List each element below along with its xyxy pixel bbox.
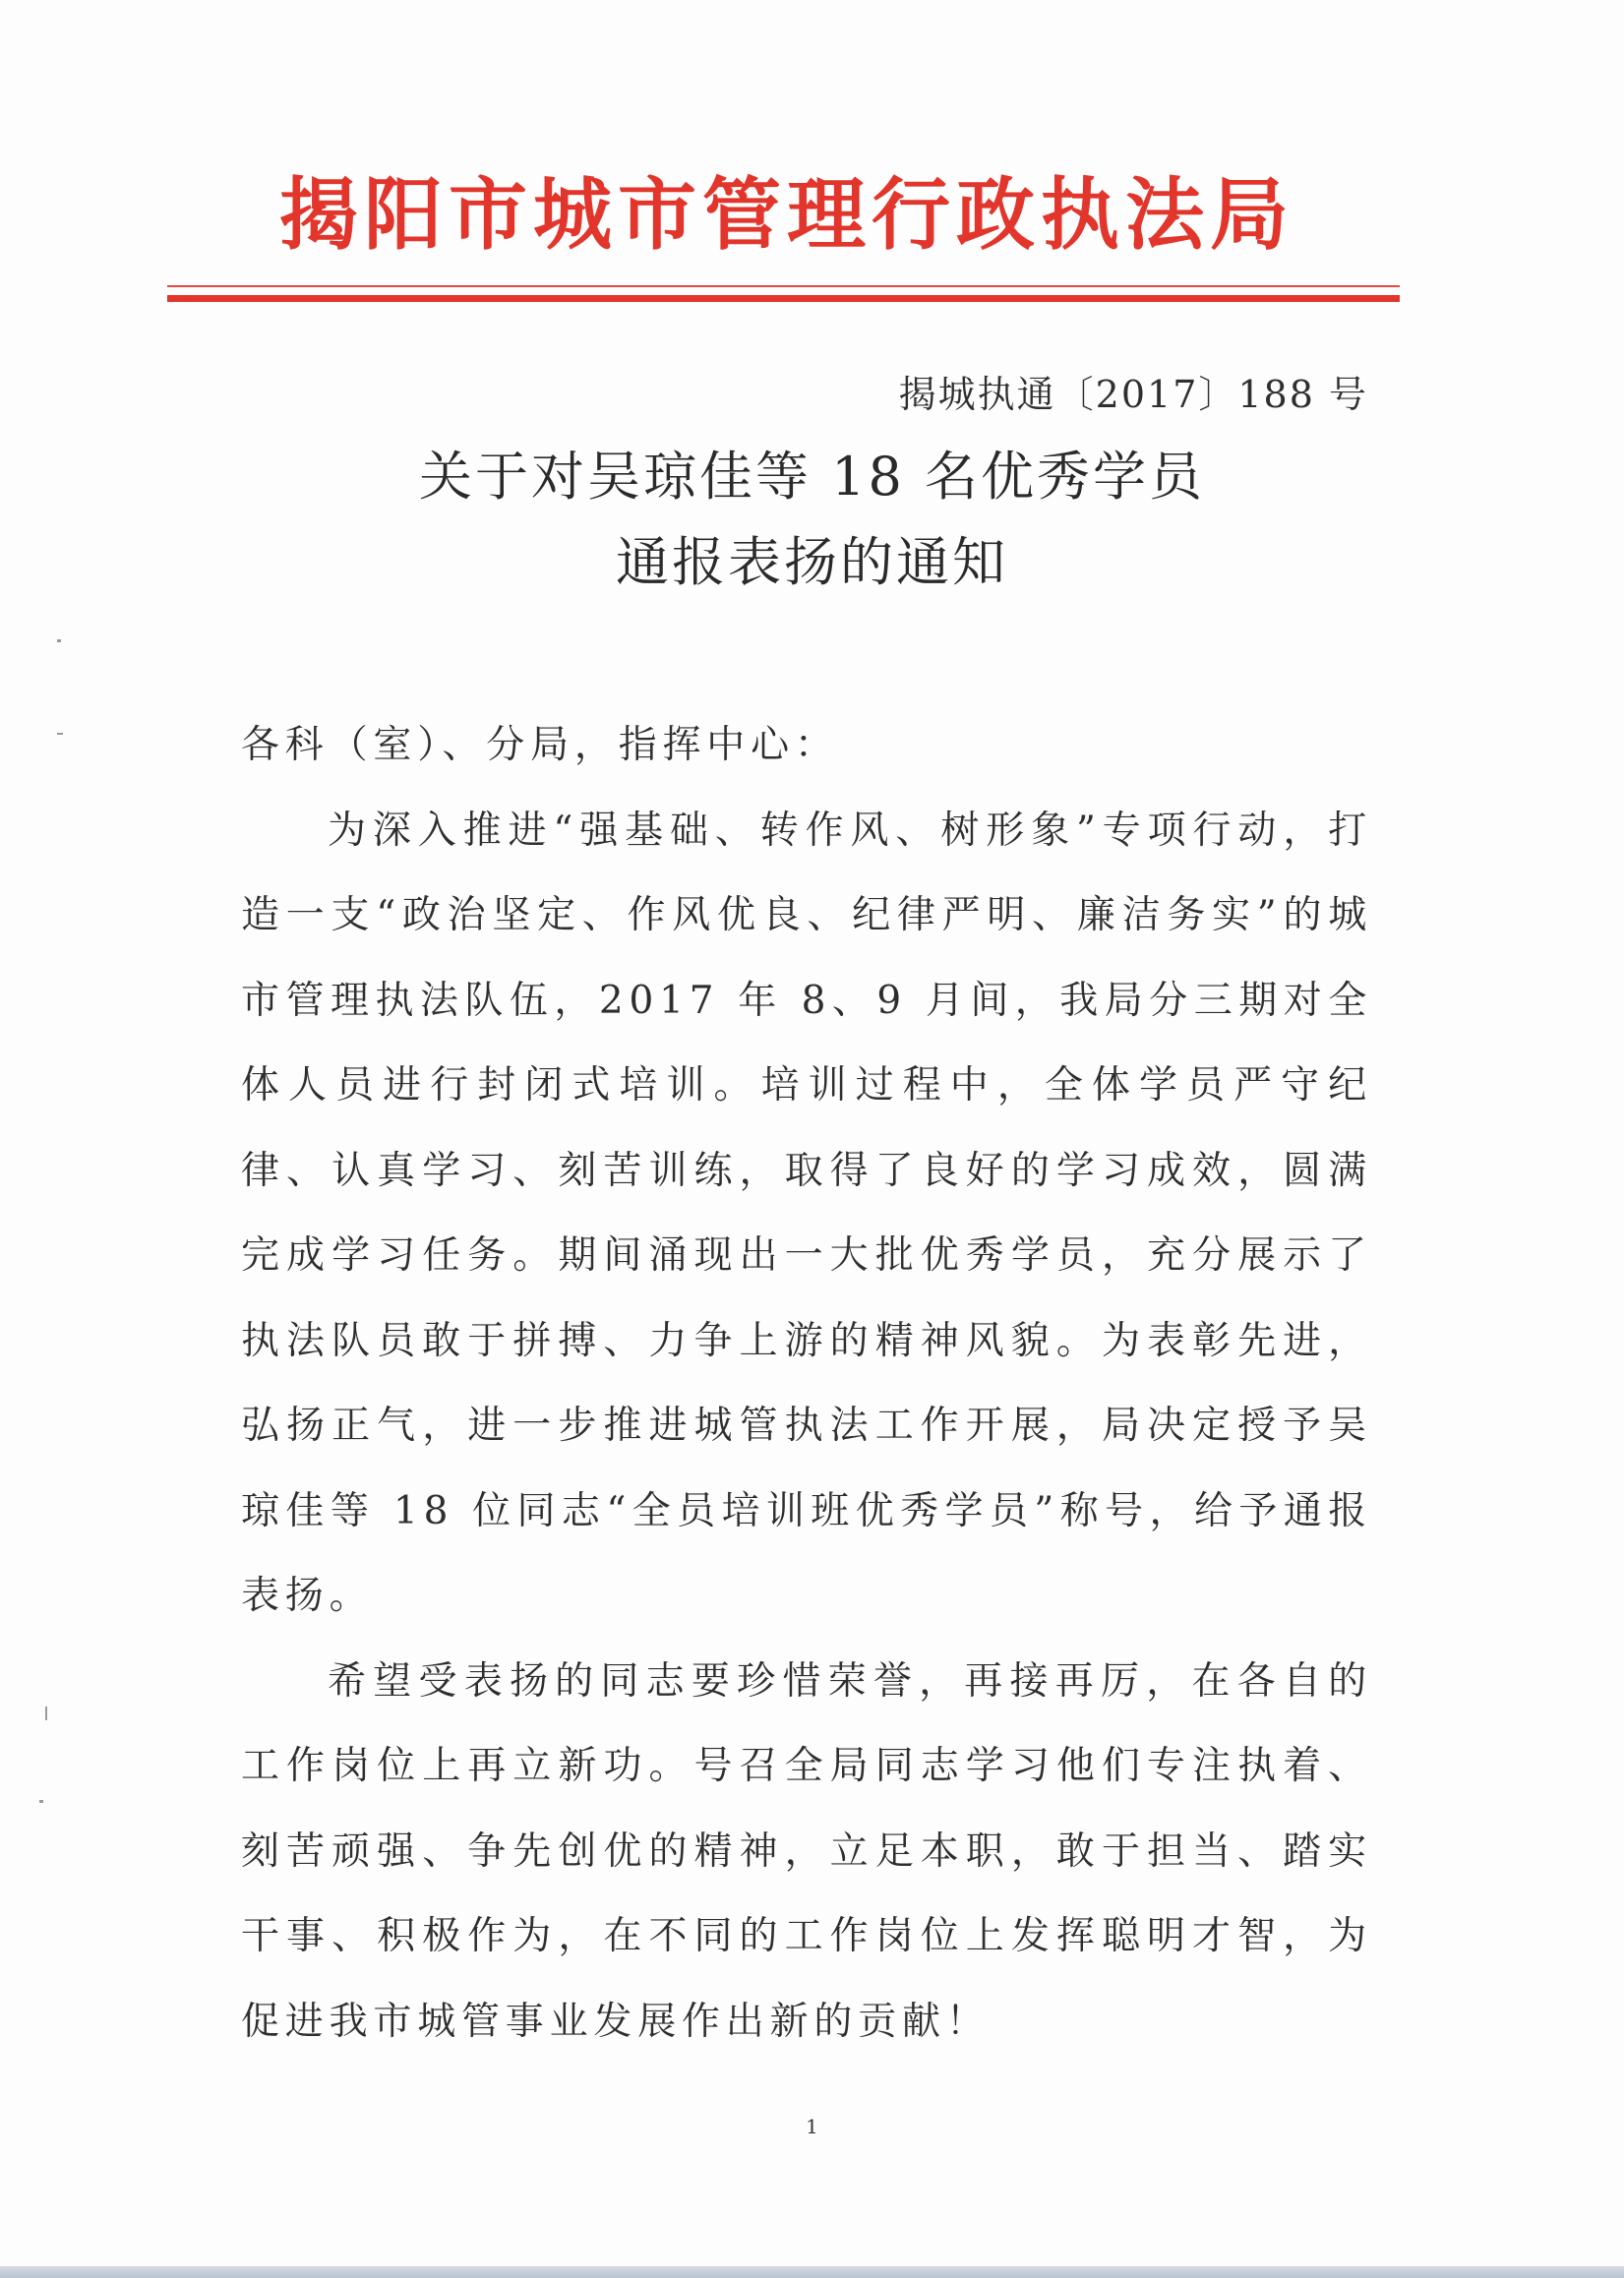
page-number: 1 [806,2115,818,2138]
letterhead-rule-thick [167,295,1400,302]
body-paragraph-2: 希望受表扬的同志要珍惜荣誉，再接再厉，在各自的工作岗位上再立新功。号召全局同志学习他们专注执着、刻苦顽强、争先创优的精神，立足本职，敢于担当、踏实干事、积极作为，在不同的工作岗位上发挥聪明才智，为促进我市城管事业发展作出新的贡献！ [241,1658,1372,2044]
document-body [241,703,1372,2065]
scan-artifact-mark [39,1800,43,1803]
scan-artifact-mark [57,639,61,642]
document-number: 揭城执通〔2017〕188 号 [898,373,1368,416]
body-paragraph-1: 为深入推进“强基础、转作风、树形象”专项行动，打造一支“政治坚定、作风优良、纪律严明、廉洁务实”的城市管理执法队伍，2017 年 8、9 月间，我局分三期对全体人员进行封闭式培训。培训过程中，全体学员严守纪律、认真学习、刻苦训练，取得了良好的学习成效，圆满完成学习任务。期间涌现出一大批优秀学员，充分展示了执法队员敢于拼搏、力争上游的精神风貌。为表彰先进，弘扬正气，进一步推进城管执法工作开展，局决定授予吴琼佳等 18 位同志“全员培训班优秀学员”称号，给予通报表扬。 [241,808,1372,1618]
document-title-line-2: 通报表扬的通知 [616,531,1008,593]
salutation: 各科（室）、分局，指挥中心： [241,723,839,767]
scan-bottom-edge [0,2266,1624,2278]
scan-artifact-mark [57,733,63,735]
document-title-line-1: 关于对吴琼佳等 18 名优秀学员 [418,446,1206,508]
letterhead-rule-thin [167,285,1400,287]
scan-artifact-mark [45,1707,47,1720]
letterhead-title: 揭阳市城市管理行政执法局 [279,168,1294,261]
